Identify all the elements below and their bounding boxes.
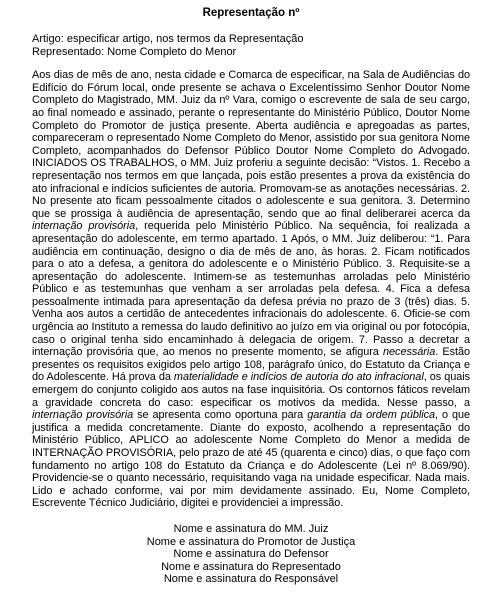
signature-block: [32, 523, 470, 586]
artigo-line: Artigo: especificar artigo, nos termos da Representação: [32, 33, 304, 45]
paragraph-segment: , o que justifica a medida concretamente. Diante do exposto, acolhendo a representação do Ministério Público, APLICO ao adolescente Nome Completo do Menor a medida de INTERNAÇÃO PROVISÓRIA, pelo prazo de até 45 (quarenta e cinco) dias, o que faço com fundamento no artigo 108 do Estatuto da Criança e do Adolescente (Lei nº 8.069/90). Providencie-se o quanto necessário, requisitando vaga na unidade especificar. Nada mais. Lido e achado conforme, vai por mim devidamente assinado. Eu, Nome Completo, Escrevente Técnico Judiciário, digitei e providenciei a impressão.: [32, 409, 471, 510]
paragraph-segment: , requerida pelo Ministério Público. Na sequência, foi realizada a apresentação do adolescente, em termo apartado. 1 Após, o MM. Juiz deliberou: “1. Para audiência em continuação, designo o dia de mês de ano, às horas. 2. Ficam notificados para o ato a defesa, a genitora do adolescente e o Ministério Público. 3. Requisite-se a apresentação do adolescente. Intimem-se as testemunhas arroladas pelo Ministério Público e as testemunhas que venham a ser arroladas pela defesa. 4. Fica a defesa pessoalmente intimada para apresentação da defesa prévia no prazo de 3 (três) dias. 5. Venha aos autos a certidão de antecedentes infracionais do adolescente. 6. Oficie-se com urgência ao Instituto a remessa do laudo definitivo ao juízo em via original ou por fotocópia, caso o original tenha sido encaminhado à delegacia de origem. 7. Passo a decretar a internação provisória que, ao menos no presente momento, se afigura: [32, 220, 471, 359]
signature-defender: Nome e assinatura do Defensor: [173, 548, 329, 561]
paragraph-segment: se apresenta como oportuna para: [133, 409, 308, 422]
paragraph-segment: , os quais emergem do conjunto coligido aos autos na fase inquisitória. Os contornos fáticos revelam a gravidade concreta do caso: especificar os motivos da medida. Nesse passo, a: [32, 371, 470, 409]
representado-line: Representado: Nome Completo do Menor: [32, 45, 237, 58]
paragraph-segment: Aos dias de mês de ano, nesta cidade e Comarca de especificar, na Sala de Audiências do Edifício do Fórum local, onde presente se achava o Excelentíssimo Senhor Doutor Nome Completo do Magistrado, MM. Juiz da nº Vara, comigo o escrevente de sala de seu cargo, ao final nomeado e assinado, perante o representante do Ministério Público, Doutor Nome Completo do Promotor de justiça presente. Aberta audiência e apregoadas as partes, compareceram o representado Nome Completo do Menor, assistido por sua genitora Nome Completo, acompanhados do Defensor Público Doutor Nome Completo do Advogado. INICIADOS OS TRABALHOS, o MM. Juiz proferiu a seguinte decisão: “Vistos. 1. Recebo a representação nos termos em que lançada, pois estão presentes a prova da existência do ato infracional e indícios suficientes de autoria. Promovam-se as anotações necessárias. 2. No presente ato ficam pessoalmente citados o adolescente e sua genitora. 3. Determino que se prossiga à audiência de apresentação, sendo que ao final deliberarei acerca da: [32, 69, 470, 220]
paragraph-segment-italic: materialidade e indícios de autoria do ato infracional: [173, 371, 424, 384]
signature-represented: Nome e assinatura do Representado: [161, 560, 341, 573]
document-title: Representação nº: [202, 7, 300, 19]
signature-prosecutor: Nome e assinatura do Promotor de Justiça: [146, 535, 356, 548]
paragraph-segment: . Estão presentes os requisitos exigidos pelo artigo 108, parágrafo único, do Estatuto da Criança e do Adolescente. Há prova da: [32, 346, 470, 384]
paragraph-segment-italic: internação provisória: [32, 409, 134, 422]
hearing-minutes-paragraph: [32, 69, 470, 510]
paragraph-segment-italic: garantia da ordem pública: [307, 409, 435, 422]
signature-judge: Nome e assinatura do MM. Juiz: [173, 522, 329, 535]
document-header-fields: [32, 33, 470, 58]
paragraph-segment-italic: necessária: [383, 346, 436, 359]
paragraph-segment-italic: internação provisória: [32, 220, 136, 233]
signature-guardian: Nome e assinatura do Responsável: [163, 573, 339, 586]
